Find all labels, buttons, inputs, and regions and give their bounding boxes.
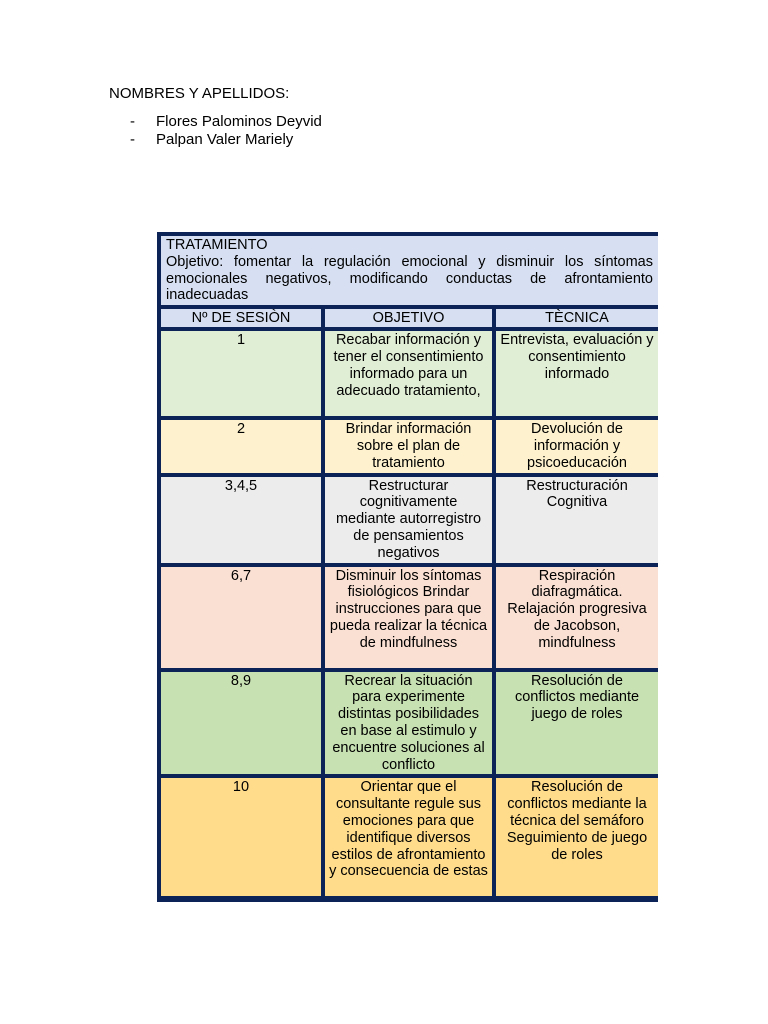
bullet-dash: - [130, 131, 135, 148]
technique-cell: Restructuración Cognitiva [496, 477, 658, 563]
column-header-session: Nº DE SESIÒN [161, 309, 321, 327]
table-title: TRATAMIENTO [166, 237, 268, 253]
table-row [161, 331, 658, 416]
list-item [130, 113, 322, 131]
table-row [161, 477, 658, 563]
session-cell: 3,4,5 [161, 477, 321, 563]
list-item [130, 131, 322, 149]
column-header-technique: TÈCNICA [496, 309, 658, 327]
session-cell: 8,9 [161, 672, 321, 775]
session-cell: 1 [161, 331, 321, 416]
technique-cell: Respiración diafragmática. Relajación progresiva de Jacobson, mindfulness [496, 567, 658, 668]
table-title-row [161, 236, 658, 305]
objective-cell: Recrear la situación para experimente distintas posibilidades en base al estimulo y encuentre soluciones al conflicto [325, 672, 492, 775]
names-list [130, 113, 322, 149]
table-row [161, 672, 658, 775]
table-row [161, 778, 658, 896]
session-cell: 10 [161, 778, 321, 896]
technique-cell: Entrevista, evaluación y consentimiento informado [496, 331, 658, 416]
objective-cell: Recabar información y tener el consentimiento informado para un adecuado tratamiento, [325, 331, 492, 416]
bullet-dash: - [130, 113, 135, 130]
column-header-objective: OBJETIVO [325, 309, 492, 327]
student-name: Flores Palominos Deyvid [156, 113, 322, 130]
student-name: Palpan Valer Mariely [156, 131, 294, 148]
table-row [161, 567, 658, 668]
session-cell: 2 [161, 420, 321, 472]
table-objective: Objetivo: fomentar la regulación emocional y disminuir los síntomas emocionales negativos, modificando conductas de afrontamiento inadecuadas [166, 253, 653, 304]
technique-cell: Resolución de conflictos mediante juego de roles [496, 672, 658, 775]
objective-cell: Orientar que el consultante regule sus emociones para que identifique diversos estilos de afrontamiento y consecuencia de estas [325, 778, 492, 896]
technique-cell: Devolución de información y psicoeducación [496, 420, 658, 472]
table-title-cell [161, 236, 658, 305]
technique-cell: Resolución de conflictos mediante la técnica del semáforo Seguimiento de juego de roles [496, 778, 658, 896]
names-heading: NOMBRES Y APELLIDOS: [109, 85, 290, 102]
treatment-table-grid [157, 232, 662, 900]
objective-cell: Restructurar cognitivamente mediante autorregistro de pensamientos negativos [325, 477, 492, 563]
objective-cell: Disminuir los síntomas fisiológicos Brindar instrucciones para que pueda realizar la técnica de mindfulness [325, 567, 492, 668]
table-header-row [161, 309, 658, 327]
session-cell: 6,7 [161, 567, 321, 668]
table-row [161, 420, 658, 472]
objective-cell: Brindar información sobre el plan de tratamiento [325, 420, 492, 472]
treatment-table [157, 232, 658, 902]
